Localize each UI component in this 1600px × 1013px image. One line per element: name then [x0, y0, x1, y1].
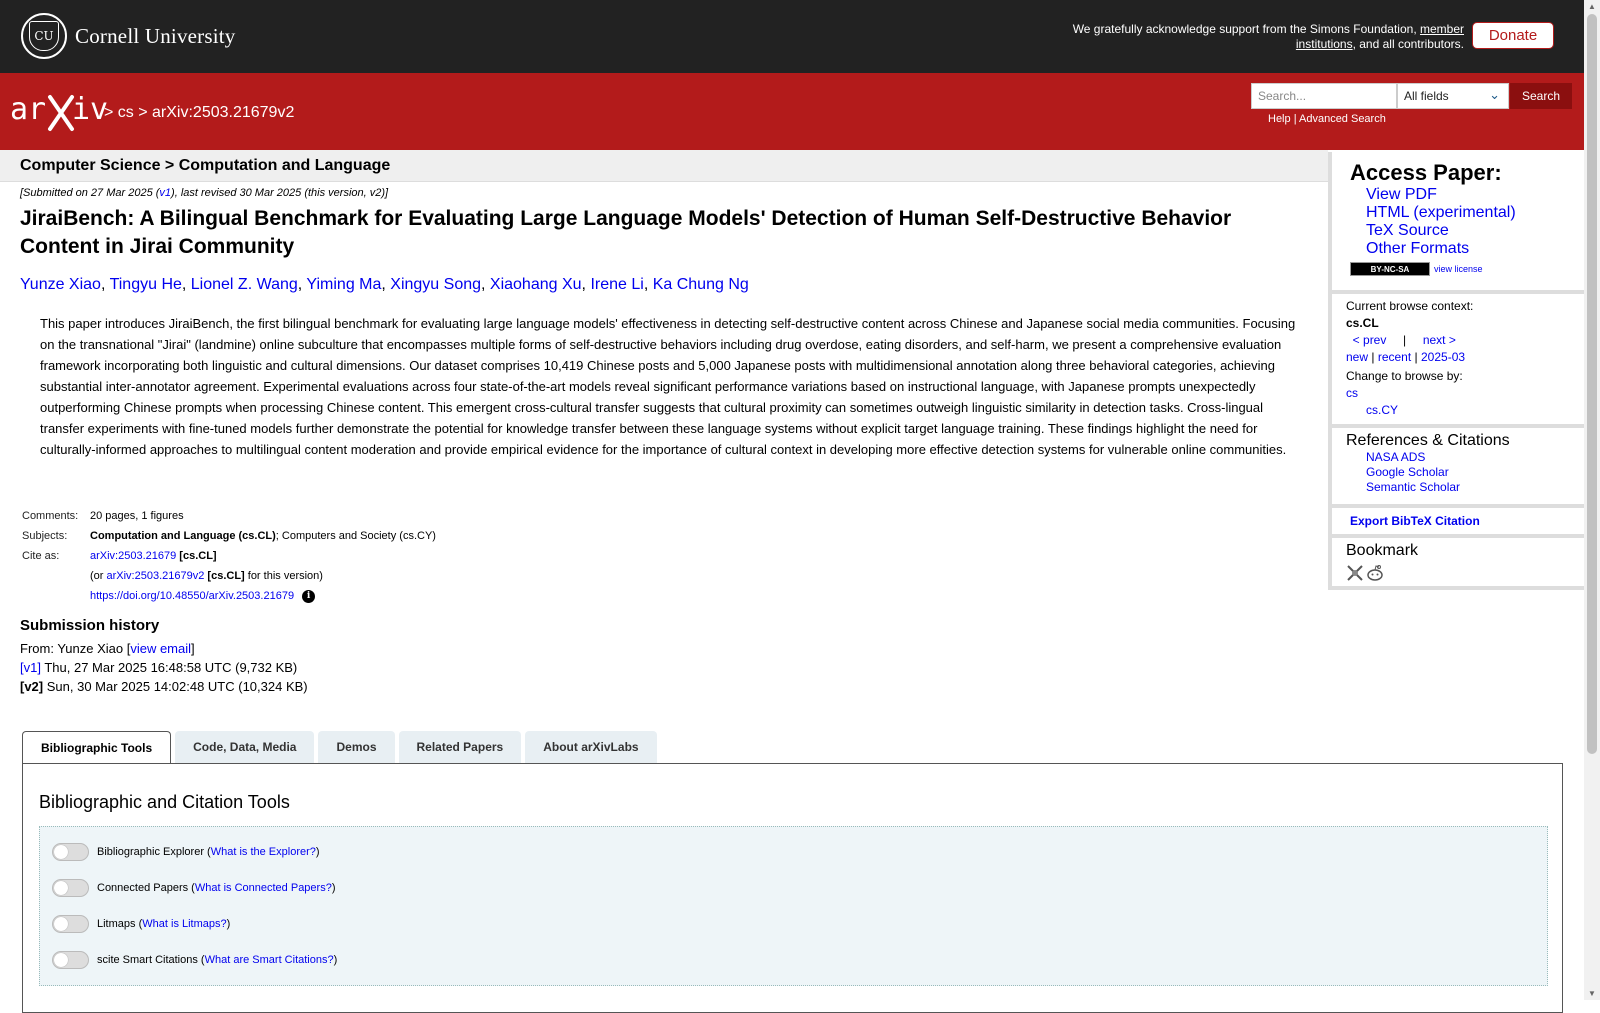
- metadata-table: [20, 506, 438, 606]
- submission-history: [20, 616, 308, 696]
- nasa-ads-link[interactable]: NASA ADS: [1366, 450, 1426, 464]
- access-heading: Access Paper:: [1350, 160, 1502, 185]
- arxiv-logo-icon[interactable]: [10, 91, 109, 136]
- cite-value: arXiv:2503.21679 [cs.CL]: [90, 550, 217, 562]
- browse-context-block: Current browse context: cs.CL < prev | next > new | recent | 2025-03 Change to browse by: cs cs.CY: [1328, 294, 1584, 428]
- browse-context: cs.CL: [1346, 316, 1379, 330]
- history-version: [v2] Sun, 30 Mar 2025 14:02:48 UTC (10,324 KB): [20, 679, 308, 694]
- help-link-connected-papers[interactable]: What is Connected Papers?: [194, 882, 332, 894]
- cornell-name: Cornell University: [75, 23, 236, 48]
- abstract: This paper introduces JiraiBench, the first bilingual benchmark for evaluating large language models' effectiveness in detecting self-destructive content across Chinese and Japanese social media communities. Focusing on the transnational "Jirai" (landmine) online subculture that encompasses multiple forms of self-destructive behaviors including drug overdose, eating disorders, and self-harm, we present a comprehensive evaluation framework incorporating both linguistic and cultural dimensions. Our dataset comprises 10,419 Chinese posts and 5,000 Japanese posts with multidimensional annotation along three behavioral categories, achieving substantial inter-annotator agreement. Experimental evaluations across four state-of-the-art models reveal significant performance variations based on instructional language, with Japanese prompts unexpectedly outperforming Chinese prompts when processing Chinese content. This emergent cross-cultural transfer suggests that cultural proximity can sometimes outweigh linguistic similarity in detection tasks. Cross-lingual transfer experiments with fine-tuned models further demonstrate the potential for knowledge transfer between these language systems without explicit target language training. These findings highlight the need for culturally-informed approaches to multilingual content moderation and provide empirical evidence for the importance of cultural context in developing more effective detection systems for vulnerable online communities.: [40, 316, 1296, 457]
- author-link[interactable]: Tingyu He: [109, 276, 182, 293]
- chevron-down-icon: ⌄: [1489, 87, 1500, 102]
- browse-cs-link[interactable]: cs: [1346, 386, 1358, 400]
- author-link[interactable]: Xingyu Song: [390, 276, 482, 293]
- tool-row-scite: scite Smart Citations ( What are Smart Citations? ): [52, 951, 337, 969]
- support-message: We gratefully acknowledge support from the Simons Foundation, member institutions, and all contributors.: [1072, 22, 1464, 51]
- tab-related-papers[interactable]: Related Papers: [399, 731, 522, 763]
- paper-title: JiraiBench: A Bilingual Benchmark for Evaluating Large Language Models' Detection of Human Self-Destructive Behavior Content in Jirai Community: [20, 207, 1232, 258]
- arxiv-header: [0, 73, 1584, 150]
- sidebar: [1328, 152, 1584, 590]
- comments-label: Comments:: [22, 510, 79, 522]
- tab-about-arxivlabs[interactable]: About arXivLabs: [525, 731, 656, 763]
- export-block: [1328, 508, 1584, 538]
- view-pdf-link[interactable]: View PDF: [1366, 186, 1437, 203]
- author-link[interactable]: Ka Chung Ng: [652, 276, 749, 293]
- semantic-scholar-link[interactable]: Semantic Scholar: [1366, 480, 1461, 494]
- cornell-logo[interactable]: [21, 13, 236, 59]
- search-field-select[interactable]: All fields ⌄: [1397, 83, 1509, 109]
- other-formats-link[interactable]: Other Formats: [1366, 240, 1470, 257]
- recent-link[interactable]: recent: [1377, 350, 1412, 364]
- view-license-link[interactable]: view license: [1434, 264, 1483, 274]
- cite-id-link[interactable]: arXiv:2503.21679: [90, 550, 177, 562]
- tab-bibliographic-tools[interactable]: Bibliographic Tools: [22, 731, 171, 765]
- new-link[interactable]: new: [1346, 350, 1369, 364]
- submission-dates: [Submitted on 27 Mar 2025 (v1), last revised 30 Mar 2025 (this version, v2)]: [20, 187, 389, 199]
- search-input[interactable]: Search...: [1251, 83, 1397, 109]
- bibsonomy-icon[interactable]: [1346, 564, 1364, 582]
- help-link[interactable]: Help: [1268, 113, 1291, 125]
- cc-license-icon[interactable]: BY-NC-SA: [1350, 262, 1430, 276]
- history-heading: Submission history: [20, 617, 160, 634]
- bookmark-block: [1328, 538, 1584, 590]
- subjects-value: Computation and Language (cs.CL); Computers and Society (cs.CY): [90, 530, 436, 542]
- advanced-search-link[interactable]: Advanced Search: [1299, 113, 1386, 125]
- comments-value: 20 pages, 1 figures: [90, 510, 184, 522]
- help-link-litmaps[interactable]: What is Litmaps?: [142, 918, 227, 930]
- scroll-thumb[interactable]: [1587, 14, 1597, 754]
- help-links: Help | Advanced Search: [1268, 113, 1386, 125]
- tools-box: [39, 826, 1548, 986]
- tex-source-link[interactable]: TeX Source: [1366, 222, 1449, 239]
- author-link[interactable]: Xiaohang Xu: [489, 276, 582, 293]
- history-version: [v1] Thu, 27 Mar 2025 16:48:58 UTC (9,732 KB): [20, 660, 298, 675]
- author-link[interactable]: Lionel Z. Wang: [190, 276, 298, 293]
- reddit-icon[interactable]: [1366, 564, 1384, 582]
- connected-papers-toggle[interactable]: [52, 879, 89, 897]
- litmaps-toggle[interactable]: [52, 915, 89, 933]
- member-institutions-link[interactable]: member institutions: [1295, 22, 1464, 51]
- cornell-header: [0, 0, 1584, 73]
- prev-link[interactable]: < prev: [1352, 333, 1387, 347]
- v1-link[interactable]: v1: [159, 187, 172, 199]
- references-block: [1328, 428, 1584, 508]
- subjects-label: Subjects:: [22, 530, 68, 542]
- author-link[interactable]: Yiming Ma: [306, 276, 382, 293]
- refs-heading: References & Citations: [1346, 432, 1510, 449]
- breadcrumb[interactable]: > cs > arXiv:2503.21679v2: [104, 104, 295, 121]
- labs-tabs: [22, 731, 661, 764]
- tab-panel: [22, 763, 1563, 1013]
- scite-toggle[interactable]: [52, 951, 89, 969]
- access-paper-block: [1328, 152, 1584, 294]
- tool-row-litmaps: Litmaps ( What is Litmaps? ): [52, 915, 230, 933]
- svg-text:ar: ar: [10, 92, 47, 127]
- cite-version: (or arXiv:2503.21679v2 [cs.CL] for this version): [90, 570, 323, 582]
- access-links: [1350, 186, 1566, 258]
- tab-demos[interactable]: Demos: [318, 731, 394, 763]
- version-v2-label: [v2]: [20, 679, 44, 694]
- bibliographic-explorer-toggle[interactable]: [52, 843, 89, 861]
- help-link-explorer[interactable]: What is the Explorer?: [210, 846, 316, 858]
- google-scholar-link[interactable]: Google Scholar: [1366, 465, 1449, 479]
- browse-cscy-link[interactable]: cs.CY: [1366, 403, 1399, 417]
- scroll-up-icon[interactable]: ▲: [1588, 2, 1596, 11]
- info-icon[interactable]: i: [302, 590, 315, 603]
- view-email-link[interactable]: view email: [130, 641, 192, 656]
- export-bibtex-link[interactable]: Export BibTeX Citation: [1350, 514, 1480, 528]
- donate-button[interactable]: Donate: [1472, 22, 1554, 49]
- doi-row: [88, 586, 438, 606]
- version-v1-link[interactable]: [v1]: [20, 660, 41, 675]
- doi-link[interactable]: https://doi.org/10.48550/arXiv.2503.21679: [90, 590, 295, 602]
- history-from: From: Yunze Xiao [view email]: [20, 641, 195, 656]
- prev-next: < prev | next >: [1352, 333, 1456, 347]
- search-button[interactable]: Search: [1510, 83, 1572, 109]
- svg-text:iv: iv: [72, 92, 109, 127]
- cornell-seal-icon: CU: [21, 13, 67, 59]
- next-link[interactable]: next >: [1422, 333, 1456, 347]
- month-link[interactable]: 2025-03: [1421, 350, 1466, 364]
- subject-header: Computer Science > Computation and Language: [0, 150, 1328, 182]
- help-link-scite[interactable]: What are Smart Citations?: [204, 954, 334, 966]
- browse-list-links: new | recent | 2025-03: [1346, 350, 1466, 364]
- tab-code-data-media[interactable]: Code, Data, Media: [175, 731, 314, 763]
- author-link[interactable]: Yunze Xiao: [20, 276, 101, 293]
- html-link[interactable]: HTML (experimental): [1366, 204, 1516, 221]
- cite-version-link[interactable]: arXiv:2503.21679v2: [106, 570, 205, 582]
- cite-label: Cite as:: [22, 550, 60, 562]
- bookmark-heading: Bookmark: [1346, 542, 1419, 559]
- scroll-down-icon[interactable]: ▼: [1588, 989, 1596, 998]
- tool-row-bibliographic-explorer: Bibliographic Explorer ( What is the Explorer? ): [52, 843, 320, 861]
- page-scrollbar[interactable]: [1584, 0, 1600, 1000]
- tool-row-connected-papers: Connected Papers ( What is Connected Papers? ): [52, 879, 336, 897]
- tools-heading: Bibliographic and Citation Tools: [39, 792, 290, 812]
- author-list: Yunze Xiao, Tingyu He, Lionel Z. Wang, Yiming Ma, Xingyu Song, Xiaohang Xu, Irene Li, Ka Chung Ng: [20, 276, 749, 293]
- author-link[interactable]: Irene Li: [590, 276, 644, 293]
